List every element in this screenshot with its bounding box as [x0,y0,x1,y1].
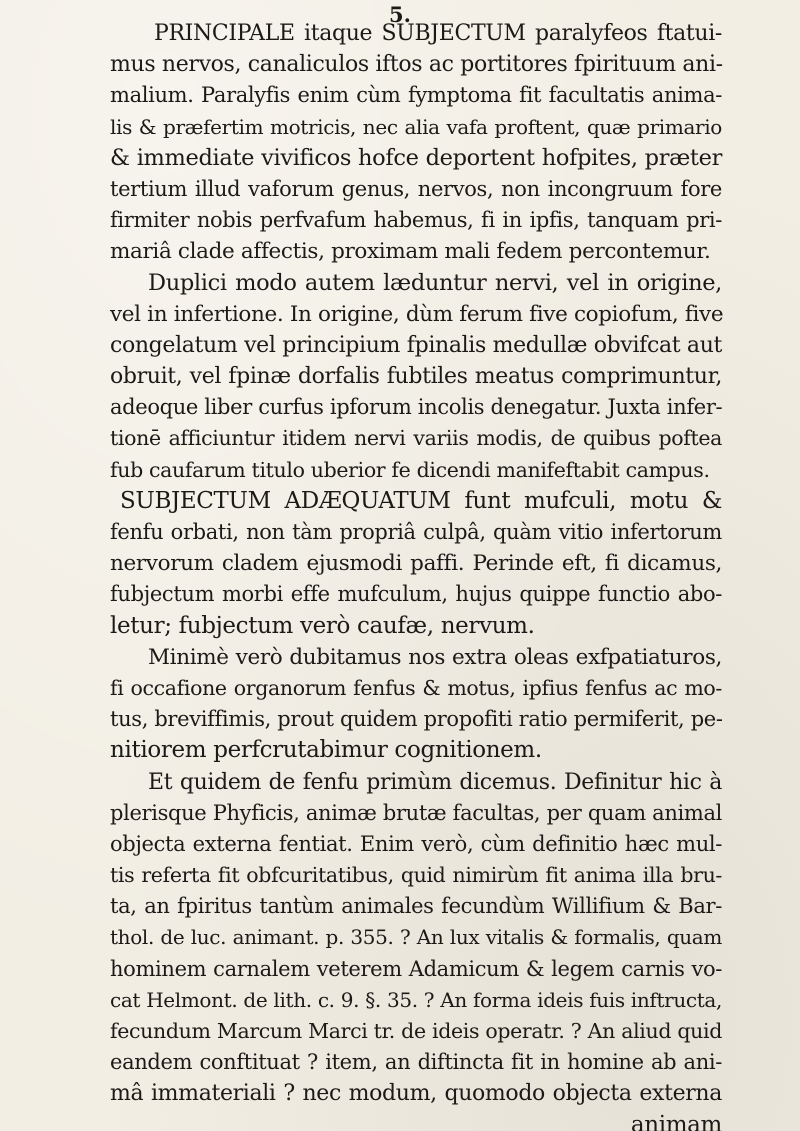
text-line: tertium illud vaforum genus, nervos, non incongruum fore [110,176,722,201]
body-text [110,18,722,1131]
text-line: malium. Paralyfis enim cùm fymptoma fit facultatis anima- [110,83,722,108]
text-line: Et quidem de fenfu primùm dicemus. Definitur hic à [148,769,722,795]
text-line: adeoque liber curfus ipforum incolis denegatur. Juxta infer- [110,395,723,420]
text-line: Minimè verò dubitamus nos extra oleas exfpatiaturos, [148,644,722,670]
text-line: PRINCIPALE itaque SUBJECTUM paralyfeos ftatui- [154,21,722,46]
text-line: eandem conftituat ? item, an diftincta fit in homine ab ani- [110,1050,722,1075]
text-line: fi occafione organorum fenfus & motus, ipfius fenfus ac mo- [110,675,722,700]
text-line: fenfu orbati, non tàm propriâ culpâ, quàm vitio infertorum [110,520,722,544]
text-line: tionē afficiuntur itidem nervi variis modis, de quibus poftea [110,426,722,451]
text-line: objecta externa fentiat. Enim verò, cùm definitio hæc mul- [110,831,722,856]
text-line: thol. de luc. animant. p. 355. ? An lux vitalis & formalis, quam [110,925,722,950]
text-line: fubjectum morbi effe mufculum, hujus quippe functio abo- [110,582,722,607]
text-line: Duplici modo autem læduntur nervi, vel in origine, [148,269,722,296]
text-line: vel in infertione. In origine, dùm ferum five copiofum, five [110,301,724,327]
text-line: cat Helmont. de lith. c. 9. §. 35. ? An forma ideis fuis inftructa, [110,987,722,1012]
text-line: plerisque Phyficis, animæ brutæ facultas, per quam animal [110,800,722,825]
text-line: firmiter nobis perfvafum habemus, fi in ipfis, tanquam pri- [110,208,722,233]
text-line: fecundum Marcum Marci tr. de ideis operatr. ? An aliud quid [110,1019,722,1043]
text-line: obruit, vel fpinæ dorfalis fubtiles meatus comprimuntur, [110,364,722,390]
text-line: SUBJECTUM ADÆQUATUM funt mufculi, motu & [120,487,722,514]
text-line: congelatum vel principium fpinalis medullæ obvifcat aut [110,332,722,358]
text-line: animam [630,1111,722,1131]
text-line: mariâ clade affectis, proximam mali fedem percontemur. [110,239,711,265]
text-line: mus nervos, canaliculos iftos ac portitores fpirituum ani- [110,52,723,78]
text-line: ta, an fpiritus tantùm animales fecundùm Willifium & Bar- [110,894,722,919]
text-line: & immediate vivificos hofce deportent hofpites, præter [110,144,722,171]
text-line: letur; fubjectum verò caufæ, nervum. [110,612,535,639]
text-line: mâ immateriali ? nec modum, quomodo objecta externa [110,1081,722,1107]
text-line: lis & præfertim motricis, nec alia vafa proftent, quæ primario [110,114,722,139]
text-line: tus, breviffimis, prout quidem propofiti ratio permiferit, pe- [110,707,723,732]
text-line: fub caufarum titulo uberior fe dicendi manifeftabit campus. [110,457,710,482]
page-number: 5. [389,2,411,27]
text-line: tis referta fit obfcuritatibus, quid nimirùm fit anima illa bru- [110,863,722,888]
text-line: hominem carnalem veterem Adamicum & legem carnis vo- [110,956,722,981]
text-line: nervorum cladem ejusmodi paffi. Perinde eft, fi dicamus, [110,551,722,577]
text-line: nitiorem perfcrutabimur cognitionem. [110,737,542,764]
